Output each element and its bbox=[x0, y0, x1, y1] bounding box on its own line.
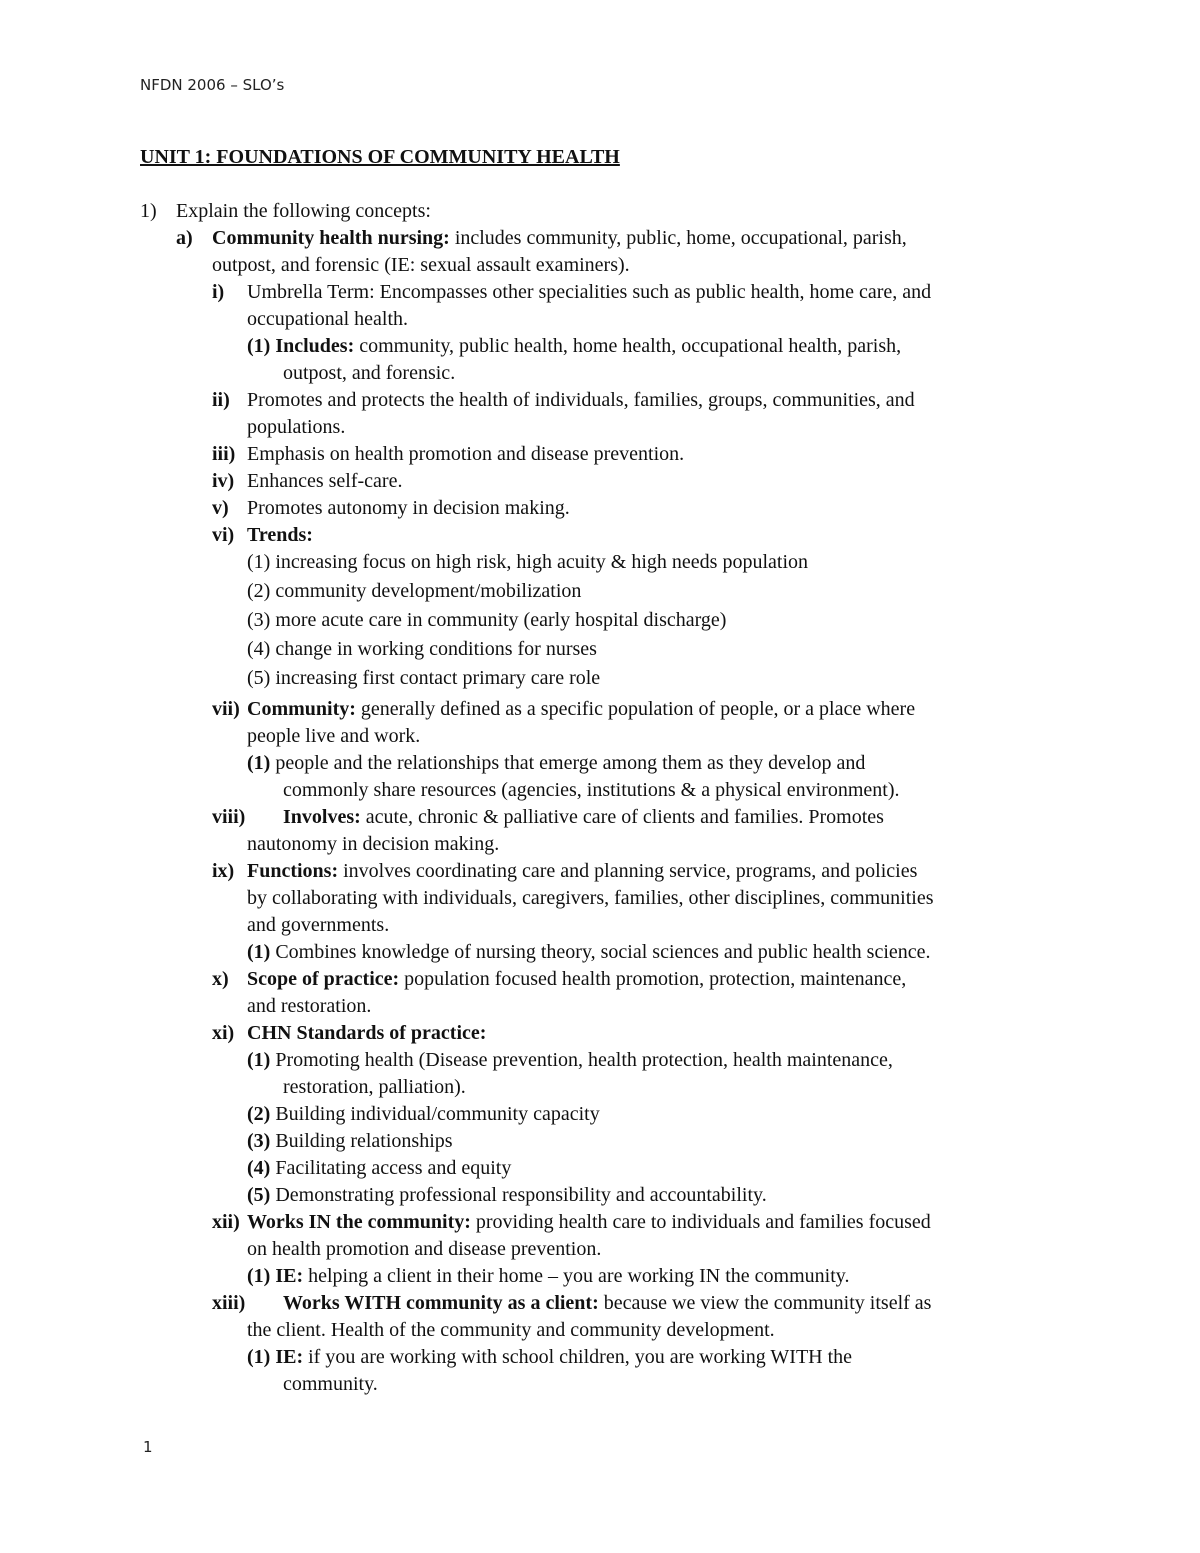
standard-marker: (4) bbox=[247, 1157, 271, 1179]
item-xiii-sub1-line1 bbox=[247, 1346, 852, 1368]
item-vi-marker: vi) bbox=[212, 524, 235, 546]
item-viii-label: Involves: bbox=[283, 806, 361, 828]
standard-text: Building individual/community capacity bbox=[270, 1103, 600, 1125]
item-vii-label: Community: bbox=[247, 698, 356, 720]
item-a-text: includes community, public, home, occupational, parish, bbox=[449, 227, 907, 249]
trend-item: (3) more acute care in community (early hospital discharge) bbox=[247, 609, 727, 631]
standard-text: Demonstrating professional responsibility and accountability. bbox=[270, 1184, 767, 1206]
page-number: 1 bbox=[143, 1438, 153, 1456]
item-v-marker: v) bbox=[212, 497, 229, 519]
item-vii-sub1-line1 bbox=[247, 752, 865, 774]
standard-item bbox=[247, 1103, 600, 1125]
item-xii-label: Works IN the community: bbox=[247, 1211, 471, 1233]
item-vi-label: Trends: bbox=[247, 524, 313, 546]
item-vii-sub1-line2: commonly share resources (agencies, institutions & a physical environment). bbox=[283, 779, 900, 801]
item-ix-line3: and governments. bbox=[247, 914, 390, 936]
item-ix-text: involves coordinating care and planning service, programs, and policies bbox=[338, 860, 918, 882]
item-vii-line2: people live and work. bbox=[247, 725, 421, 747]
item-viii-marker: viii) bbox=[212, 806, 246, 828]
item-vii-text: generally defined as a specific population of people, or a place where bbox=[355, 698, 916, 720]
item-xii-marker: xii) bbox=[212, 1211, 240, 1233]
item-a-label: Community health nursing: bbox=[212, 227, 450, 249]
item-x-line2: and restoration. bbox=[247, 995, 372, 1017]
item-ix-line1 bbox=[247, 860, 917, 882]
question-text: Explain the following concepts: bbox=[176, 200, 431, 222]
item-xiii-sub1-marker: (1) IE: bbox=[247, 1346, 304, 1368]
item-x-text: population focused health promotion, protection, maintenance, bbox=[399, 968, 907, 990]
trend-item: (4) change in working conditions for nurses bbox=[247, 638, 597, 660]
item-ix-line2: by collaborating with individuals, caregivers, families, other disciplines, communities bbox=[247, 887, 934, 909]
item-iii-marker: iii) bbox=[212, 443, 236, 465]
trend-item: (1) increasing focus on high risk, high acuity & high needs population bbox=[247, 551, 809, 573]
standard-item bbox=[247, 1049, 893, 1071]
page-header: NFDN 2006 – SLO’s bbox=[140, 76, 285, 94]
standard-marker: (1) bbox=[247, 1049, 271, 1071]
standard-marker: (2) bbox=[247, 1103, 271, 1125]
item-ix-sub1-text: Combines knowledge of nursing theory, social sciences and public health science. bbox=[270, 941, 931, 963]
trend-item: (5) increasing first contact primary care role bbox=[247, 667, 601, 689]
item-xii-line2: on health promotion and disease prevention. bbox=[247, 1238, 602, 1260]
item-iii-text: Emphasis on health promotion and disease prevention. bbox=[247, 443, 685, 465]
item-i-sub1-line1 bbox=[247, 335, 901, 357]
item-i-sub1-marker: (1) Includes: bbox=[247, 335, 355, 357]
item-a-marker: a) bbox=[176, 227, 193, 249]
unit-title: UNIT 1: FOUNDATIONS OF COMMUNITY HEALTH bbox=[140, 146, 620, 168]
item-ii-marker: ii) bbox=[212, 389, 230, 411]
item-xii-sub1 bbox=[247, 1265, 849, 1287]
item-xii-line1 bbox=[247, 1211, 931, 1233]
item-vii-sub1-text: people and the relationships that emerge among them as they develop and bbox=[270, 752, 866, 774]
item-iv-marker: iv) bbox=[212, 470, 235, 492]
item-ix-sub1 bbox=[247, 941, 931, 963]
item-x-marker: x) bbox=[212, 968, 229, 990]
item-i-marker: i) bbox=[212, 281, 225, 303]
item-vii-marker: vii) bbox=[212, 698, 240, 720]
item-viii-line1 bbox=[283, 806, 884, 828]
standard-text: Building relationships bbox=[270, 1130, 453, 1152]
question-marker: 1) bbox=[140, 200, 157, 222]
trend-item: (2) community development/mobilization bbox=[247, 580, 582, 602]
item-xi-marker: xi) bbox=[212, 1022, 235, 1044]
item-ii-line2: populations. bbox=[247, 416, 346, 438]
item-ix-marker: ix) bbox=[212, 860, 235, 882]
item-xiii-label: Works WITH community as a client: bbox=[283, 1292, 599, 1314]
standard-item bbox=[247, 1157, 511, 1179]
item-xiii-line1 bbox=[283, 1292, 931, 1314]
item-v-text: Promotes autonomy in decision making. bbox=[247, 497, 570, 519]
item-xiii-marker: xiii) bbox=[212, 1292, 246, 1314]
item-xii-sub1-marker: (1) IE: bbox=[247, 1265, 304, 1287]
item-xiii-sub1-text: if you are working with school children, you are working WITH the bbox=[303, 1346, 853, 1368]
item-a-line2: outpost, and forensic (IE: sexual assault examiners). bbox=[212, 254, 630, 276]
item-xiii-sub1-line2: community. bbox=[283, 1373, 378, 1395]
item-i-sub1-line2: outpost, and forensic. bbox=[283, 362, 456, 384]
standard-marker: (3) bbox=[247, 1130, 271, 1152]
item-viii-line2: nautonomy in decision making. bbox=[247, 833, 500, 855]
item-ii-line1: Promotes and protects the health of individuals, families, groups, communities, and bbox=[247, 389, 915, 411]
item-vii-sub1-marker: (1) bbox=[247, 752, 271, 774]
standard-item-line2: restoration, palliation). bbox=[283, 1076, 466, 1098]
item-i-line2: occupational health. bbox=[247, 308, 409, 330]
standard-item bbox=[247, 1130, 453, 1152]
item-x-label: Scope of practice: bbox=[247, 968, 400, 990]
item-xii-sub1-text: helping a client in their home – you are working IN the community. bbox=[303, 1265, 850, 1287]
item-ix-sub1-marker: (1) bbox=[247, 941, 271, 963]
item-i-line1: Umbrella Term: Encompasses other specialities such as public health, home care, and bbox=[247, 281, 932, 303]
item-xi-label: CHN Standards of practice: bbox=[247, 1022, 487, 1044]
item-xiii-text: because we view the community itself as bbox=[598, 1292, 932, 1314]
standard-text: Promoting health (Disease prevention, health protection, health maintenance, bbox=[270, 1049, 893, 1071]
item-a-line1 bbox=[212, 227, 907, 249]
standard-text: Facilitating access and equity bbox=[270, 1157, 512, 1179]
standard-item bbox=[247, 1184, 767, 1206]
item-ix-label: Functions: bbox=[247, 860, 339, 882]
item-vii-line1 bbox=[247, 698, 915, 720]
standard-marker: (5) bbox=[247, 1184, 271, 1206]
item-iv-text: Enhances self-care. bbox=[247, 470, 403, 492]
item-xii-text: providing health care to individuals and families focused bbox=[470, 1211, 931, 1233]
item-viii-text: acute, chronic & palliative care of clients and families. Promotes bbox=[360, 806, 884, 828]
item-xiii-line2: the client. Health of the community and community development. bbox=[247, 1319, 775, 1341]
item-x-line1 bbox=[247, 968, 906, 990]
item-i-sub1-text: community, public health, home health, occupational health, parish, bbox=[354, 335, 902, 357]
